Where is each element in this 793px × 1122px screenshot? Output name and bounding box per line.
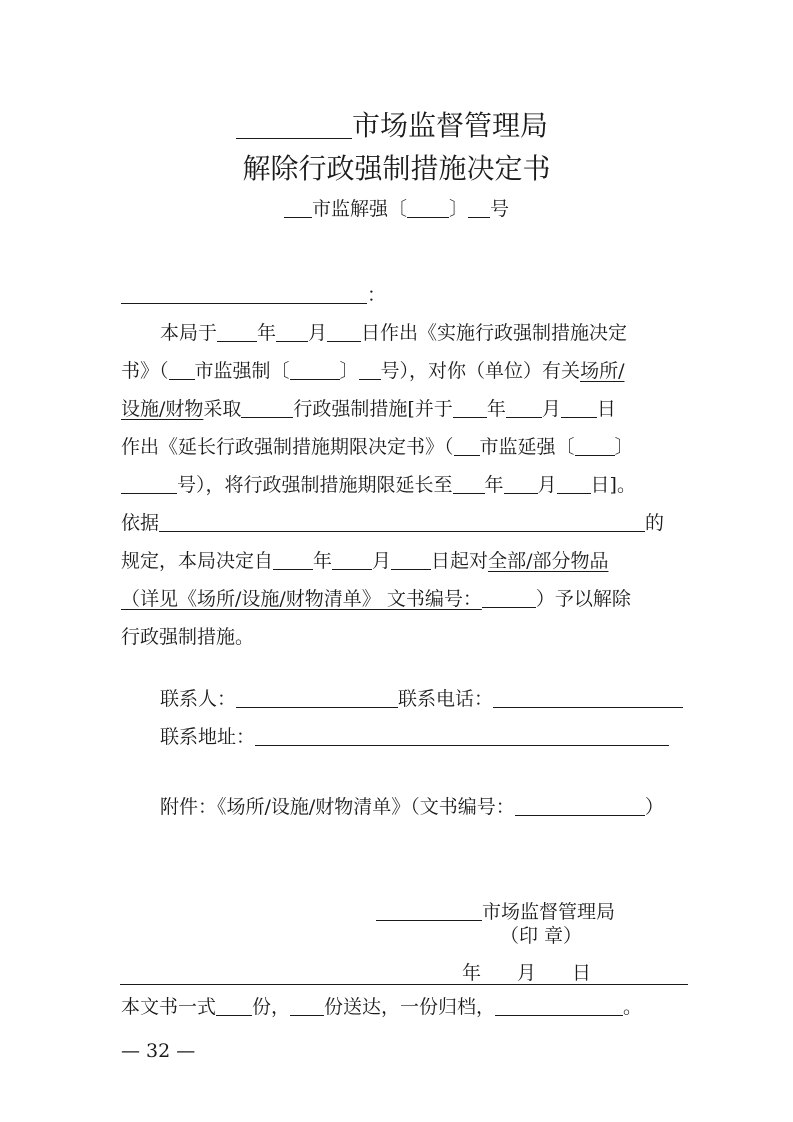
date-month: 月 — [517, 962, 537, 984]
copies-served-blank[interactable] — [290, 996, 324, 1016]
attachment-line: 附件：《场所/设施/财物清单》（文书编号： ） — [160, 796, 664, 818]
copies-total-blank[interactable] — [216, 996, 252, 1016]
until-year-blank[interactable] — [453, 474, 485, 494]
body-line-1: 本局于 年 月 日作出《实施行政强制措施决定 — [160, 322, 628, 344]
date-year: 年 — [462, 962, 482, 984]
body-line-9: 行政强制措施。 — [121, 626, 255, 648]
body-line-4: 作出《延长行政强制措施期限决定书》（ 市监延强〔 〕 — [121, 436, 634, 458]
attachment-docno-field[interactable] — [515, 796, 645, 816]
body-line-7: 规定，本局决定自 年 月 日起对全部/部分物品 — [121, 550, 609, 572]
authority-blank[interactable] — [236, 110, 352, 139]
addressee-line: ： — [121, 280, 386, 307]
enforce-region-blank[interactable] — [169, 360, 195, 380]
release-month-blank[interactable] — [332, 550, 372, 570]
docno-region-blank[interactable] — [284, 198, 312, 218]
measure-type-blank[interactable] — [241, 398, 293, 418]
signature-date — [462, 958, 591, 985]
signature-authority: 市场监督管理局 — [482, 901, 616, 923]
issue-year-blank[interactable] — [217, 322, 257, 342]
contact-person-field[interactable] — [236, 688, 398, 708]
addressee-blank[interactable] — [121, 284, 367, 304]
page-number: — 32 — — [121, 1040, 196, 1062]
signature-authority-blank[interactable] — [376, 901, 482, 921]
body-line-5: 号），将行政强制措施期限延长至 年 月 日]。 — [121, 470, 636, 497]
seal-label: （印 章） — [500, 925, 583, 947]
contact-person-label: 联系人： — [160, 688, 237, 710]
body-line-3: 设施/财物采取 行政强制措施[并于 年 月 日 — [121, 398, 616, 420]
extend-region-blank[interactable] — [454, 436, 480, 456]
release-year-blank[interactable] — [273, 550, 313, 570]
contact-line — [160, 684, 683, 711]
enforce-seq-blank[interactable] — [359, 360, 381, 380]
docno-year-blank[interactable] — [407, 198, 449, 218]
release-day-blank[interactable] — [391, 550, 431, 570]
authority-suffix: 市场监督管理局 — [352, 109, 549, 142]
docno-seq-blank[interactable] — [468, 198, 490, 218]
copies-other-blank[interactable] — [495, 996, 623, 1016]
legal-basis-blank[interactable] — [159, 512, 645, 532]
signature-authority-line — [376, 897, 615, 924]
enforce-year-blank[interactable] — [290, 360, 340, 380]
authority-title — [236, 104, 548, 144]
body-line-2: 书》（ 市监强制〔 〕 号），对你（单位）有关场所/ — [121, 360, 625, 382]
extend-seq-blank[interactable] — [121, 474, 177, 494]
body-line-6: 依据 的 — [121, 512, 665, 534]
extend-docyear-blank[interactable] — [575, 436, 615, 456]
until-day-blank[interactable] — [557, 474, 591, 494]
attachment-label: 附件：《场所/设施/财物清单》（文书编号： — [160, 796, 515, 818]
document-title: 解除行政强制措施决定书 — [242, 152, 551, 185]
document-number: 市监解强〔 〕 号 — [0, 194, 793, 221]
address-line — [160, 722, 669, 749]
until-month-blank[interactable] — [504, 474, 538, 494]
list-docno-blank[interactable] — [482, 588, 536, 608]
extend-day-blank[interactable] — [561, 398, 597, 418]
extend-year-blank[interactable] — [453, 398, 487, 418]
date-day: 日 — [572, 962, 592, 984]
issue-month-blank[interactable] — [276, 322, 308, 342]
contact-phone-field[interactable] — [493, 688, 683, 708]
issue-day-blank[interactable] — [327, 322, 361, 342]
copies-line: 本文书一式 份， 份送达，一份归档， 。 — [121, 996, 643, 1018]
contact-address-field[interactable] — [255, 726, 669, 746]
contact-address-label: 联系地址： — [160, 726, 256, 748]
contact-phone-label: 联系电话： — [398, 688, 494, 710]
footer-divider — [120, 984, 688, 985]
extend-month-blank[interactable] — [506, 398, 542, 418]
body-line-8: （详见《场所/设施/财物清单》 文书编号： ）予以解除 — [121, 588, 631, 610]
